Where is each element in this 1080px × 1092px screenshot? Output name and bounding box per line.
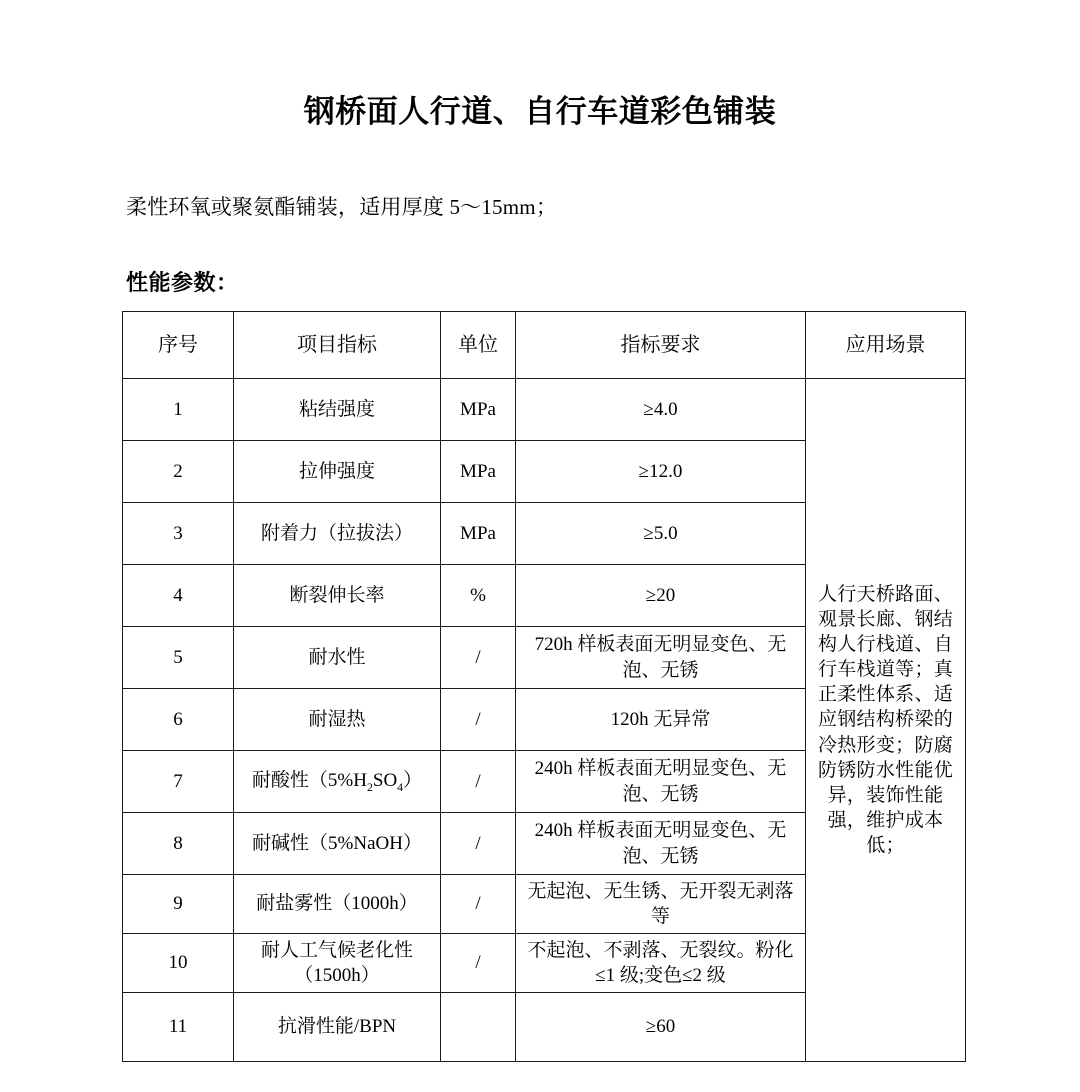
cell-item: 耐水性 [234,627,441,689]
cell-item: 耐盐雾性（1000h） [234,875,441,934]
cell-unit: % [441,565,516,627]
table-body [123,312,966,1062]
cell-unit: / [441,689,516,751]
page-title: 钢桥面人行道、自行车道彩色铺装 [303,94,777,129]
cell-requirement: ≥4.0 [516,379,806,441]
column-header-item: 项目指标 [234,312,441,379]
cell-requirement: 无起泡、无生锈、无开裂无剥落等 [516,875,806,934]
cell-no: 9 [123,875,234,934]
cell-unit: / [441,813,516,875]
cell-no: 11 [123,993,234,1062]
cell-requirement: ≥60 [516,993,806,1062]
cell-requirement: ≥20 [516,565,806,627]
intro-paragraph: 柔性环氧或聚氨酯铺装，适用厚度 5～15mm； [126,195,558,219]
cell-unit: / [441,627,516,689]
cell-no: 2 [123,441,234,503]
cell-item: 耐人工气候老化性 （1500h） [234,934,441,993]
cell-item: 耐酸性$(5\%H_2SO_4)$ [234,751,441,813]
cell-no: 5 [123,627,234,689]
cell-unit: / [441,934,516,993]
cell-unit [441,993,516,1062]
performance-parameters-table [122,311,966,1062]
cell-unit: / [441,751,516,813]
cell-no: 7 [123,751,234,813]
cell-requirement: 240h 样板表面无明显变色、无泡、无锈 [516,813,806,875]
column-header-requirement: 指标要求 [516,312,806,379]
cell-item: 拉伸强度 [234,441,441,503]
cell-no: 3 [123,503,234,565]
cell-requirement: 120h 无异常 [516,689,806,751]
cell-item: 耐碱性（5%NaOH） [234,813,441,875]
cell-unit: MPa [441,503,516,565]
cell-no: 10 [123,934,234,993]
cell-unit: MPa [441,441,516,503]
section-heading-performance-parameters: 性能参数： [126,270,239,295]
cell-no: 6 [123,689,234,751]
cell-no: 8 [123,813,234,875]
table-header-row [123,312,966,379]
column-header-no: 序号 [123,312,234,379]
cell-item: 粘结强度 [234,379,441,441]
cell-item: 耐湿热 [234,689,441,751]
cell-requirement: ≥5.0 [516,503,806,565]
table-row [123,379,966,441]
column-header-unit: 单位 [441,312,516,379]
cell-item: 附着力（拉拔法） [234,503,441,565]
cell-requirement: 不起泡、不剥落、无裂纹。粉化≤1 级;变色≤2 级 [516,934,806,993]
cell-no: 1 [123,379,234,441]
cell-unit: MPa [441,379,516,441]
spec-table-container [122,311,965,1062]
cell-requirement: 720h 样板表面无明显变色、无泡、无锈 [516,627,806,689]
cell-requirement: ≥12.0 [516,441,806,503]
cell-application-scene: 人行天桥路面、观景长廊、钢结构人行栈道、自行车栈道等；真正柔性体系、适应钢结构桥梁的冷热形变；防腐防锈防水性能优异，装饰性能强，维护成本低； [806,379,966,1062]
cell-item: 抗滑性能/BPN [234,993,441,1062]
cell-unit: / [441,875,516,934]
column-header-scene: 应用场景 [806,312,966,379]
cell-no: 4 [123,565,234,627]
cell-requirement: 240h 样板表面无明显变色、无泡、无锈 [516,751,806,813]
cell-item: 断裂伸长率 [234,565,441,627]
